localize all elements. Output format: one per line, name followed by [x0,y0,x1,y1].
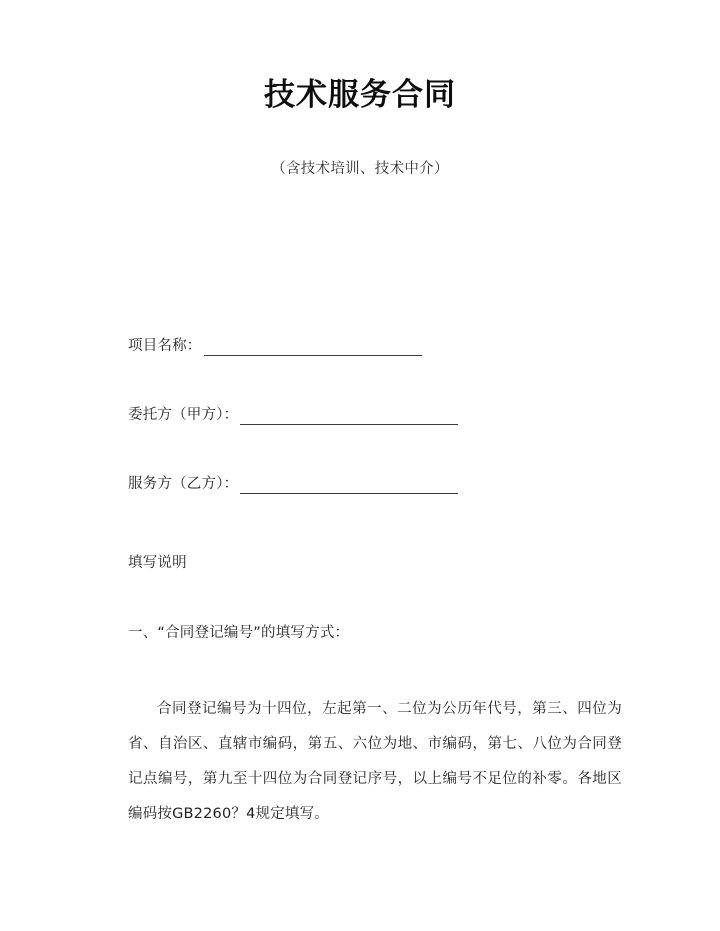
project-name-label: 项目名称： [128,338,202,354]
instructions-section [128,553,622,832]
client-party-label: 委托方（甲方）： [128,407,239,423]
document-title: 技术服务合同 [264,77,456,113]
form-row-service-party [128,474,608,494]
form-row-client-party [128,405,608,425]
instruction-item-paragraph: 合同登记编号为十四位，左起第一、二位为公历年代号，第三、四位为省、自治区、直辖市编码，第五、六位为地、市编码，第七、八位为合同登记点编号，第九至十四位为合同登记序号，以上编号不足位的补零。各地区编码按GB2260？4规定填写。 [128,701,622,822]
service-party-label: 服务方（乙方）： [128,476,239,492]
form-row-project-name [128,336,608,356]
client-party-input[interactable] [240,409,458,425]
service-party-input[interactable] [240,478,458,494]
project-name-input[interactable] [204,340,422,356]
contract-form-fields [128,336,608,494]
document-subtitle: （含技术培训、技术中介） [271,161,449,177]
instruction-item-heading: 一、“合同登记编号”的填写方式： [128,625,350,641]
instructions-heading: 填写说明 [128,555,187,571]
